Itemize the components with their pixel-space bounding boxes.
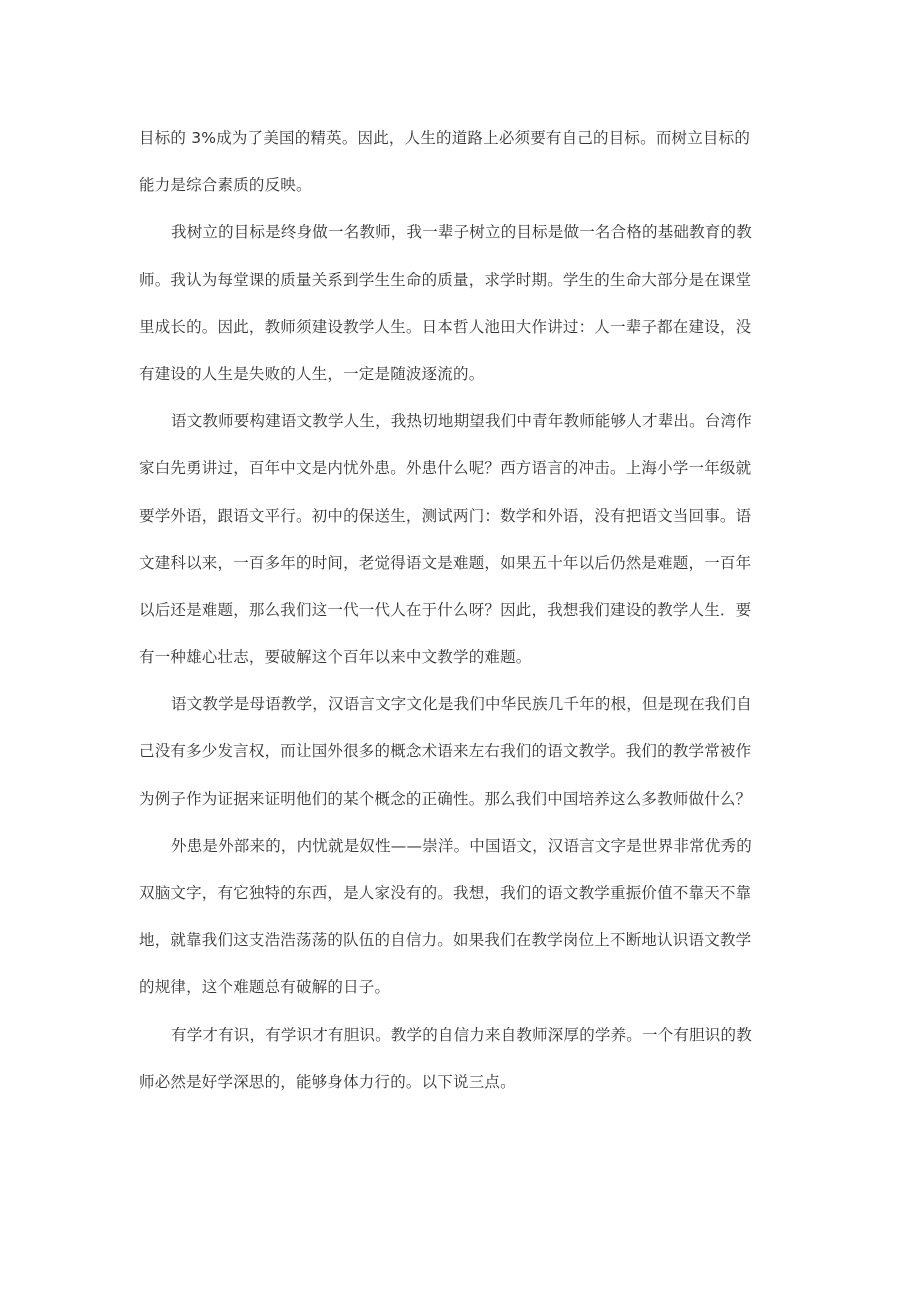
text-line: 有建设的人生是失败的人生，一定是随波逐流的。 (139, 364, 485, 383)
text-line: 地，就靠我们这支浩浩荡荡的队伍的自信力。如果我们在教学岗位上不断地认识语文教学 (139, 931, 752, 950)
text-line: 双脑文字，有它独特的东西，是人家没有的。我想，我们的语文教学重振价值不靠天不靠 (139, 884, 752, 902)
document-body (139, 115, 775, 1106)
text-line: 要学外语，跟语文平行。初中的保送生，测试两门：数学和外语，没有把语文当回事。语 (139, 506, 752, 525)
paragraph-first-line: 语文教师要构建语文教学人生，我热切地期望我们中青年教师能够人才辈出。台湾作 (171, 412, 752, 431)
text-line: 以后还是难题，那么我们这一代一代人在于什么呀？因此，我想我们建设的教学人生．要 (139, 600, 752, 619)
text-line: 里成长的。因此，教师须建设教学人生。日本哲人池田大作讲过：人一辈子都在建设，没 (139, 317, 752, 336)
text-line: 的规律，这个难题总有破解的日子。 (139, 978, 391, 997)
text-line: 家白先勇讲过，百年中文是内忧外患。外患什么呢？西方语言的冲击。上海小学一年级就 (139, 459, 752, 478)
text-line: 能力是综合素质的反映。 (139, 176, 312, 195)
text-line: 师。我认为每堂课的质量关系到学生生命的质量，求学时期。学生的生命大部分是在课堂 (139, 270, 752, 289)
text-line: 文建科以来，一百多年的时间，老觉得语文是难题，如果五十年以后仍然是难题，一百年 (139, 553, 752, 572)
text-line: 为例子作为证据来证明他们的某个概念的正确性。那么我们中国培养这么多教师做什么？ (139, 789, 752, 808)
paragraph-first-line: 语文教学是母语教学，汉语言文字文化是我们中华民族几千年的根，但是现在我们自 (171, 695, 752, 714)
paragraph-first-line: 有学才有识，有学识才有胆识。教学的自信力来自教师深厚的学养。一个有胆识的教 (171, 1025, 752, 1044)
text-line: 目标的 3%成为了美国的精英。因此，人生的道路上必须要有自己的目标。而树立目标的 (139, 129, 751, 147)
text-line: 有一种雄心壮志，要破解这个百年以来中文教学的难题。 (139, 648, 532, 667)
paragraph-first-line: 外患是外部来的，内忧就是奴性——崇洋。中国语文，汉语言文字是世界非常优秀的 (171, 836, 752, 855)
paragraph-first-line: 我树立的目标是终身做一名教师，我一辈子树立的目标是做一名合格的基础教育的教 (171, 223, 752, 242)
text-line: 师必然是好学深思的，能够身体力行的。以下说三点。 (139, 1072, 516, 1091)
text-line: 己没有多少发言权，而让国外很多的概念术语来左右我们的语文教学。我们的教学常被作 (139, 742, 752, 761)
